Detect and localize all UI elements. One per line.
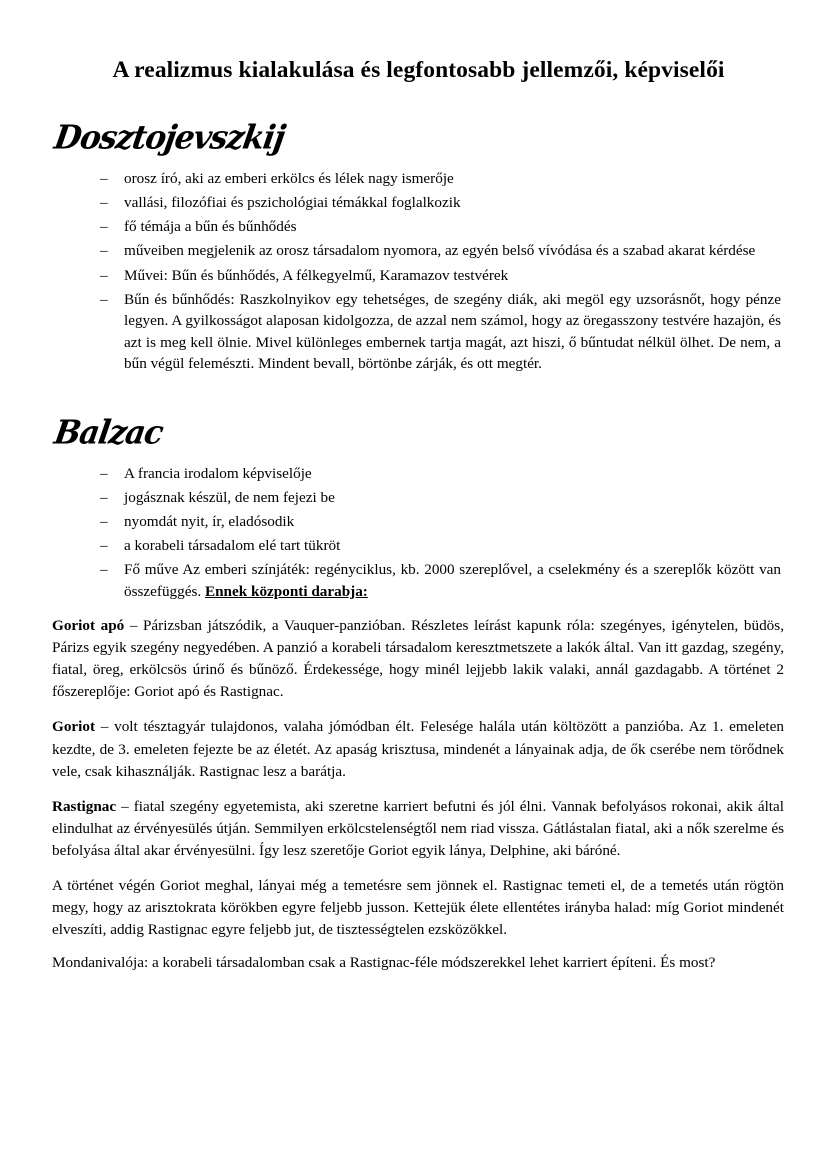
list-item — [52, 168, 785, 190]
section-balzac — [51, 413, 785, 453]
list-item — [52, 216, 785, 238]
list-item-text: műveiben megjelenik az orosz társadalom nyomora, az egyén belső vívódása és a szabad akarat kérdése — [124, 242, 756, 260]
paragraph-lead: Goriot — [52, 718, 96, 736]
list-item-text: jogásznak készül, de nem fejezi be — [124, 488, 335, 506]
list-item — [52, 265, 785, 287]
section-dosztojevszkij — [51, 119, 785, 158]
list-item-with-emphasis — [52, 559, 785, 602]
paragraph-ending — [52, 875, 785, 941]
bullet-list-balzac — [52, 463, 785, 602]
list-item — [52, 487, 785, 509]
paragraph-lead: Goriot apó — [52, 617, 125, 635]
list-item-text: vallási, filozófiai és pszichológiai témákkal foglalkozik — [124, 194, 461, 212]
paragraph-body: – volt tésztagyár tulajdonos, valaha jómódban élt. Felesége halála után költözött a panzióba. Az 1. emeleten kezdte, de 3. emeleten fejezte be az életét. Az apaság krisztusa, mindenét a lányainak adja, de ők cserébe nem törődnek vele, csak kihasználják. Rastignac lesz a barátja. — [52, 718, 784, 780]
list-item-text: nyomdát nyit, ír, eladósodik — [124, 513, 295, 531]
list-item-text: Művei: Bűn és bűnhődés, A félkegyelmű, Karamazov testvérek — [124, 266, 509, 284]
section-heading-dosztojevszkij: Dosztojevszkij — [51, 119, 288, 158]
list-item — [52, 289, 785, 375]
paragraph-goriot — [52, 716, 785, 782]
emphasized-phrase: Ennek központi darabja: — [204, 582, 368, 600]
list-item — [52, 463, 785, 485]
paragraph-body: A történet végén Goriot meghal, lányai még a temetésre sem jönnek el. Rastignac temeti el, de a temetés után rögtön megy, hogy az arisztokrata körökben egyre feljebb jusson. Kettejük élete ellentétes irányba halad: míg Goriot mindenét elveszíti, addig Rastignac egyre feljebb jut, de tisztességtelen ezsközökkel. — [52, 876, 784, 938]
list-item-text: A francia irodalom képviselője — [124, 464, 312, 482]
list-item-text: Fő műve Az emberi színjáték: regényciklus, kb. 2000 szereplővel, a cselekmény és a szereplők között van összefüggés. — [124, 561, 781, 600]
list-item-text: a korabeli társadalom elé tart tükröt — [124, 537, 341, 555]
list-item-text: orosz író, aki az emberi erkölcs és lélek nagy ismerője — [124, 170, 454, 188]
paragraph-lead: Rastignac — [52, 797, 117, 815]
paragraph-rastignac — [52, 796, 785, 862]
bullet-list-dosztojevszkij — [52, 168, 785, 375]
paragraph-body: – Párizsban játszódik, a Vauquer-panzióban. Részletes leírást kapunk róla: szegényes, igénytelen, büdös, Párizs egyik szegény negyedében. A panzió a korabeli társadalom keresztmetszete a lakók által. Van itt gazdag, szegény, fiatal, öreg, erkölcsös úrinő és bűnöző. Érdekessége, hogy minél lejjebb lakik valaki, annál gazdagabb. A történet 2 főszereplője: Goriot apó és Rastignac. — [52, 617, 784, 701]
list-item — [52, 511, 785, 533]
list-item — [52, 240, 785, 262]
paragraph-goriot-apo — [52, 615, 785, 703]
paragraph-message — [52, 952, 785, 974]
list-item-text: fő témája a bűn és bűnhődés — [124, 218, 297, 236]
list-item-text: Bűn és bűnhődés: Raszkolnyikov egy tehetséges, de szegény diák, aki megöl egy uzsorásnőt, hogy pénze legyen. A gyilkosságot alaposan kidolgozza, de azzal nem számol, hogy az öregasszony testvére hazajön, és azt is meg kell ölnie. Mivel különleges embernek tartja magát, azt hiszi, ő bűntudat nélkül ölhet. De nem, a bűn végül felemészti. Mindent bevall, börtönbe zárják, és ott megtér. — [124, 290, 781, 373]
list-item — [52, 535, 785, 557]
paragraph-body: – fiatal szegény egyetemista, aki szeretne karriert befutni és jól élni. Vannak befolyásos rokonai, akik által elindulhat az érvényesülés útján. Semmilyen erkölcstelenségtől nem riad vissza. Gátlástalan fiatal, aki a nők szerelme és befolyása által akar érvényesülni. Így lesz szeretője Goriot egyik lánya, Delphine, aki báróné. — [52, 797, 784, 859]
paragraph-body: Mondanivalója: a korabeli társadalomban csak a Rastignac-féle módszerekkel lehet karriert építeni. És most? — [52, 953, 716, 971]
list-item — [52, 192, 785, 214]
section-heading-balzac: Balzac — [51, 413, 166, 453]
page-title: A realizmus kialakulása és legfontosabb jellemzői, képviselői — [112, 57, 725, 83]
